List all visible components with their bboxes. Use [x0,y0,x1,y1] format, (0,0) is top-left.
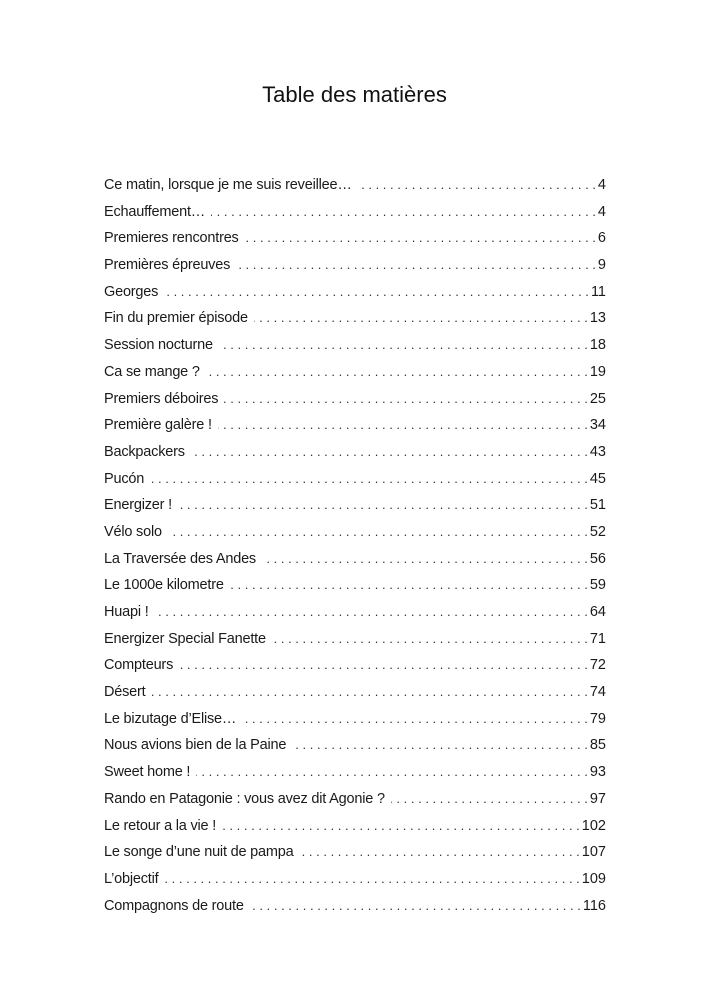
toc-entry[interactable] [104,893,606,920]
toc-dot-leader [191,439,588,466]
toc-entry-title: Fin du premier épisode [104,310,248,327]
toc-entry[interactable] [104,599,606,626]
toc-page-number: 97 [589,790,606,807]
toc-page-number: 34 [589,417,606,434]
toc-entry-title: Ca se mange ? [104,363,200,380]
toc-entry[interactable] [104,839,606,866]
toc-entry-title: Le retour a la vie ! [104,817,217,834]
toc-entry-title: Premieres rencontres [104,230,239,247]
toc-entry-title: Georges [104,283,159,300]
toc-page-number: 79 [589,710,606,727]
toc-entry-title: Compteurs [104,657,174,674]
toc-page-number: 71 [589,630,606,647]
toc-entry-title: Ce matin, lorsque je me suis reveillee… [104,177,352,193]
toc-entry[interactable] [104,305,606,332]
toc-page-number: 56 [589,550,606,567]
toc-entry[interactable] [104,225,606,252]
toc-entry-title: Nous avions bien de la Paine [104,737,287,754]
toc-entry[interactable] [104,466,606,493]
toc-entry-title: Vélo solo [104,523,162,540]
toc-entry[interactable] [104,519,606,546]
toc-page-number: 13 [589,310,606,327]
toc-page-number: 116 [582,897,606,914]
toc-dot-leader [206,359,588,386]
toc-page-number: 4 [597,203,606,220]
toc-dot-leader [242,706,588,733]
toc-dot-leader [245,225,596,252]
toc-dot-leader [150,466,588,493]
toc-page-number: 64 [589,604,606,620]
toc-entry[interactable] [104,199,606,226]
toc-entry[interactable] [104,172,606,199]
toc-page-number: 102 [581,817,606,834]
toc-dot-leader [219,332,588,359]
toc-entry-title: Energizer Special Fanette [104,630,266,647]
toc-entry-title: Le bizutage d’Elise… [104,710,237,727]
toc-dot-leader [222,813,580,840]
toc-entry-title: Compagnons de route [104,897,244,914]
toc-dot-leader [272,626,588,653]
toc-entry[interactable] [104,679,606,706]
toc-dot-leader [224,386,588,413]
toc-entry[interactable] [104,412,606,439]
toc-entry-title: Sweet home ! [104,764,191,781]
toc-page-number: 59 [589,577,606,594]
toc-dot-leader [262,546,588,573]
toc-dot-leader [254,305,588,332]
toc-entry[interactable] [104,652,606,679]
toc-entry[interactable] [104,866,606,893]
toc-dot-leader [250,893,581,920]
toc-dot-leader [236,252,596,279]
toc-entry-title: Huapi ! [104,604,149,620]
toc-page-number: 19 [589,363,606,380]
toc-page-number: 25 [589,390,606,407]
page-title: Table des matières [262,82,447,107]
toc-entry[interactable] [104,706,606,733]
toc-dot-leader [218,412,588,439]
toc-entry-title: Premiers déboires [104,390,219,407]
toc-page-number: 109 [581,870,606,887]
toc-dot-leader [211,199,596,226]
toc-entry[interactable] [104,252,606,279]
toc-dot-leader [300,839,580,866]
toc-dot-leader [358,172,596,199]
toc-entry-title: Echauffement… [104,203,206,220]
toc-entry-title: Energizer ! [104,497,172,514]
toc-page-number: 6 [597,230,606,247]
toc-page-number: 4 [597,177,606,193]
toc-entry-title: Backpackers [104,443,185,460]
toc-dot-leader [164,279,589,306]
toc-entry[interactable] [104,439,606,466]
toc-page-number: 11 [590,283,606,300]
toc-dot-leader [391,786,588,813]
toc-entry-title: Le 1000e kilometre [104,577,224,594]
toc-entry[interactable] [104,813,606,840]
toc-entry[interactable] [104,572,606,599]
toc-entry-title: Première galère ! [104,417,212,434]
toc-entry-title: La Traversée des Andes [104,550,256,567]
toc-page-number: 85 [589,737,606,754]
toc-entry-title: L’objectif [104,870,159,887]
toc-page-number: 74 [589,684,606,701]
toc-entry[interactable] [104,546,606,573]
toc-dot-leader [168,519,588,546]
toc-page-number: 18 [589,337,606,354]
table-of-contents [104,172,606,919]
toc-entry[interactable] [104,732,606,759]
toc-entry-title: Session nocturne [104,337,213,354]
toc-dot-leader [164,866,579,893]
toc-dot-leader [196,759,588,786]
toc-entry[interactable] [104,332,606,359]
toc-page-number: 72 [589,657,606,674]
toc-dot-leader [230,572,588,599]
toc-entry-title: Le songe d’une nuit de pampa [104,844,294,861]
toc-entry[interactable] [104,279,606,306]
toc-dot-leader [178,492,588,519]
toc-entry[interactable] [104,759,606,786]
toc-page-number: 45 [589,470,606,487]
toc-entry[interactable] [104,492,606,519]
toc-dot-leader [152,679,588,706]
toc-entry[interactable] [104,626,606,653]
toc-entry-title: Premières épreuves [104,257,231,274]
toc-entry[interactable] [104,786,606,813]
toc-entry-title: Pucón [104,470,145,487]
toc-dot-leader [292,732,588,759]
toc-page-number: 52 [589,523,606,540]
toc-page-number: 107 [581,844,606,861]
toc-page-number: 9 [597,257,606,274]
toc-dot-leader [155,599,588,626]
toc-entry-title: Rando en Patagonie : vous avez dit Agonie ? [104,790,385,807]
toc-dot-leader [179,652,588,679]
toc-entry[interactable] [104,386,606,413]
toc-page-number: 93 [589,764,606,781]
toc-entry-title: Désert [104,684,146,701]
toc-page-number: 51 [589,497,606,514]
toc-entry[interactable] [104,359,606,386]
toc-page-number: 43 [589,443,606,460]
